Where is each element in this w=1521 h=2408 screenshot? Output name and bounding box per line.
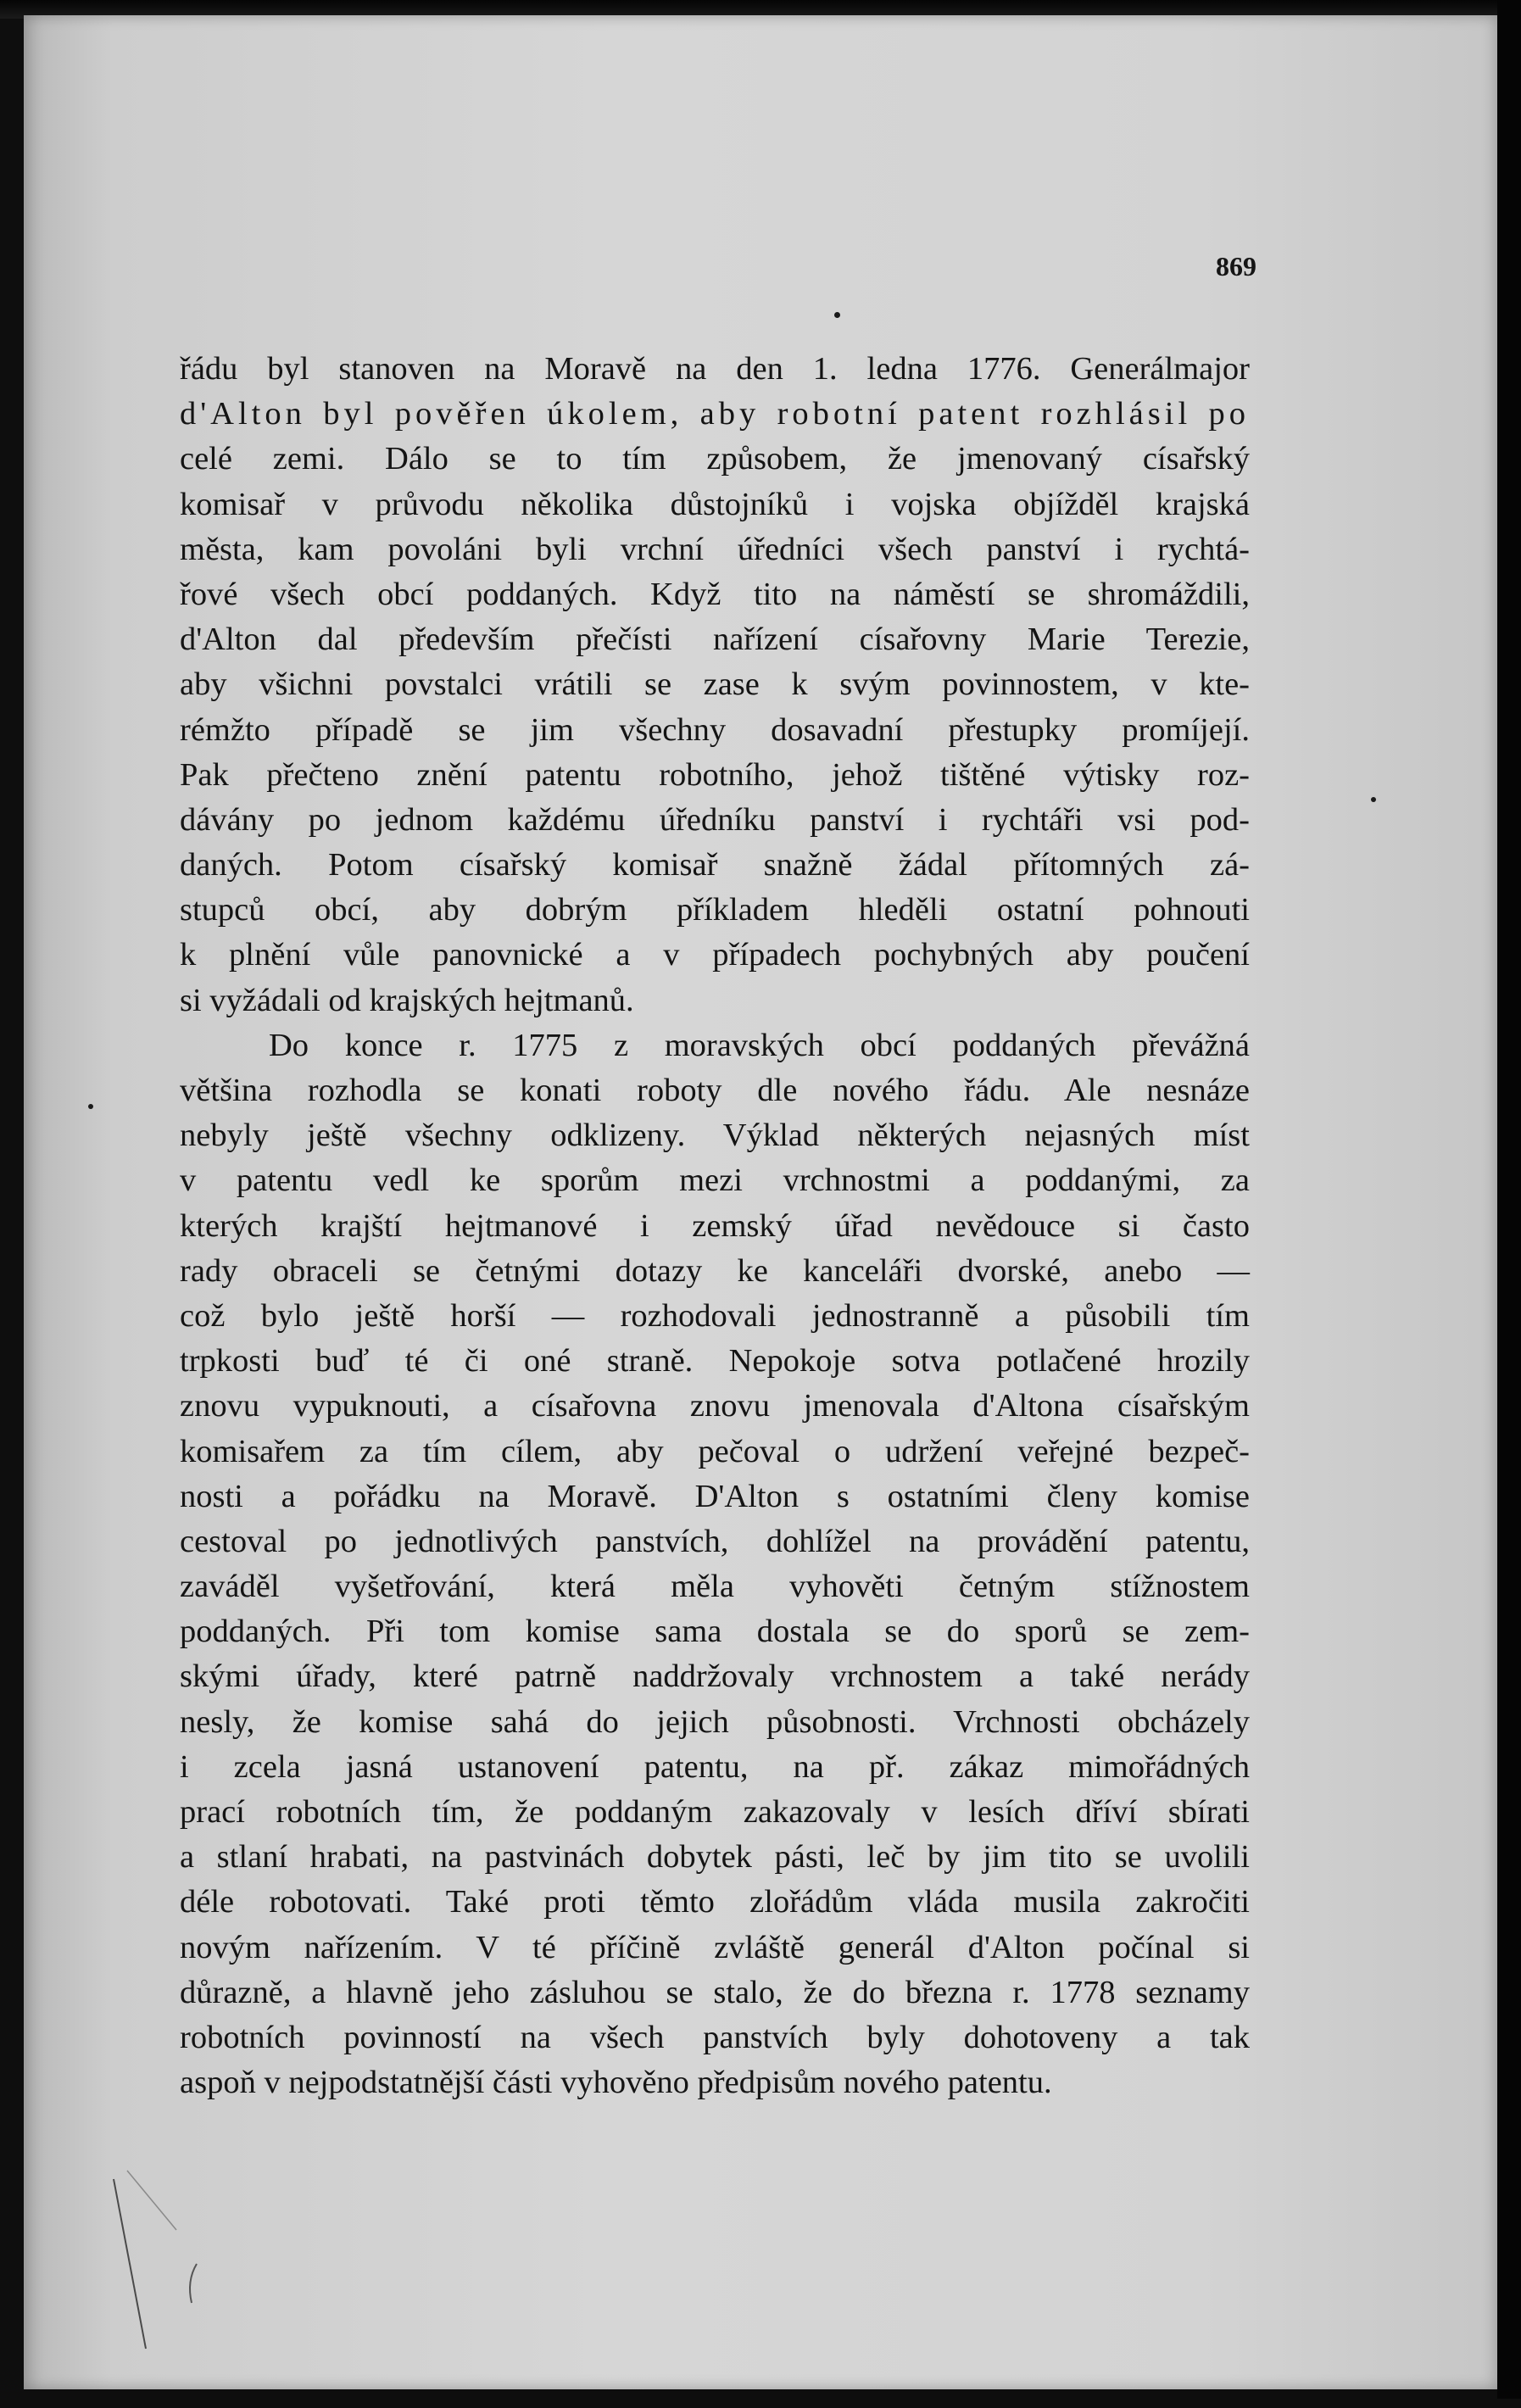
- scan-right-edge: [1497, 0, 1521, 2399]
- text-line: řové všech obcí poddaných. Když tito na náměstí se shromáždili,: [180, 576, 1250, 612]
- dust-speck: [834, 312, 840, 318]
- text-line: k plnění vůle panovnické a v případech pochybných aby poučení: [180, 937, 1250, 973]
- text-line: rady obraceli se četnými dotazy ke kanceláři dvorské, anebo —: [180, 1252, 1250, 1289]
- text-line: znovu vypuknouti, a císařovna znovu jmenovala d'Altona císařským: [180, 1388, 1250, 1424]
- text-line: města, kam povoláni byli vrchní úředníci všech panství i rychtá-: [180, 531, 1250, 567]
- text-line: aby všichni povstalci vrátili se zase k svým povinnostem, v kte-: [180, 666, 1250, 703]
- text-line: d'Alton byl pověřen úkolem, aby robotní patent rozhlásil po: [180, 396, 1250, 432]
- scan-scratch-marks: [102, 2154, 356, 2408]
- text-line: nosti a pořádku na Moravě. D'Alton s ostatními členy komise: [180, 1478, 1250, 1514]
- page-number: 869: [1216, 251, 1256, 281]
- text-line: nesly, že komise sahá do jejich působnosti. Vrchnosti obcházely: [180, 1703, 1250, 1740]
- text-line: d'Alton dal především přečísti nařízení císařovny Marie Terezie,: [180, 622, 1250, 658]
- text-line: komisařem za tím cílem, aby pečoval o udržení veřejné bezpeč-: [180, 1433, 1250, 1469]
- text-line: si vyžádali od krajských hejtmanů.: [180, 982, 634, 1018]
- dust-speck: [88, 1104, 93, 1109]
- text-line: skými úřady, které patrně naddržovaly vrchnostem a také nerády: [180, 1658, 1250, 1695]
- text-line: zaváděl vyšetřování, která měla vyhověti četným stížnostem: [180, 1569, 1250, 1605]
- text-line: déle robotovati. Také proti těmto zlořádům vláda musila zakročiti: [180, 1884, 1250, 1920]
- body-text: [180, 347, 1250, 2105]
- text-line: robotních povinností na všech panstvích byly dohotoveny a tak: [180, 2019, 1250, 2055]
- text-line: novým nařízením. V té příčině zvláště generál d'Alton počínal si: [180, 1929, 1250, 1965]
- text-line: i zcela jasná ustanovení patentu, na př. zákaz mimořádných: [180, 1748, 1250, 1785]
- text-line: důrazně, a hlavně jeho zásluhou se stalo, že do března r. 1778 seznamy: [180, 1974, 1250, 2010]
- text-line: Pak přečteno znění patentu robotního, jehož tištěné výtisky roz-: [180, 756, 1250, 793]
- text-line: prací robotních tím, že poddaným zakazovaly v lesích dříví sbírati: [180, 1794, 1250, 1830]
- text-line: většina rozhodla se konati roboty dle nového řádu. Ale nesnáze: [180, 1073, 1250, 1108]
- text-line: poddaných. Při tom komise sama dostala se do sporů se zem-: [180, 1614, 1250, 1650]
- text-line: nebyly ještě všechny odklizeny. Výklad některých nejasných míst: [180, 1118, 1250, 1154]
- text-line: Do konce r. 1775 z moravských obcí poddaných převážná: [269, 1027, 1250, 1063]
- text-line: což bylo ještě horší — rozhodovali jednostranně a působili tím: [180, 1297, 1250, 1334]
- dust-speck: [1371, 797, 1376, 802]
- text-line: v patentu vedl ke sporům mezi vrchnostmi a poddanými, za: [180, 1162, 1250, 1199]
- text-line: daných. Potom císařský komisař snažně žádal přítomných zá-: [180, 847, 1250, 883]
- text-line: trpkosti buď té či oné straně. Nepokoje sotva potlačené hrozily: [180, 1343, 1250, 1380]
- text-line: rémžto případě se jim všechny dosavadní přestupky promíjejí.: [180, 711, 1250, 748]
- text-line: a stlaní hrabati, na pastvinách dobytek pásti, leč by jim tito se uvolili: [180, 1839, 1250, 1876]
- text-line: celé zemi. Dálo se to tím způsobem, že jmenovaný císařský: [180, 441, 1250, 477]
- text-line: stupců obcí, aby dobrým příkladem hleděli ostatní pohnouti: [180, 892, 1250, 928]
- text-line: aspoň v nejpodstatnější části vyhověno předpisům nového patentu.: [180, 2065, 1052, 2101]
- text-line: dávány po jednom každému úředníku panství i rychtáři vsi pod-: [180, 801, 1250, 838]
- text-line: cestoval po jednotlivých panstvích, dohlížel na provádění patentu,: [180, 1523, 1250, 1559]
- text-line: komisař v průvodu několika důstojníků i vojska objížděl krajská: [180, 486, 1250, 522]
- text-line: řádu byl stanoven na Moravě na den 1. ledna 1776. Generálmajor: [180, 351, 1250, 387]
- text-line: kterých krajští hejtmanové i zemský úřad nevědouce si často: [180, 1207, 1250, 1244]
